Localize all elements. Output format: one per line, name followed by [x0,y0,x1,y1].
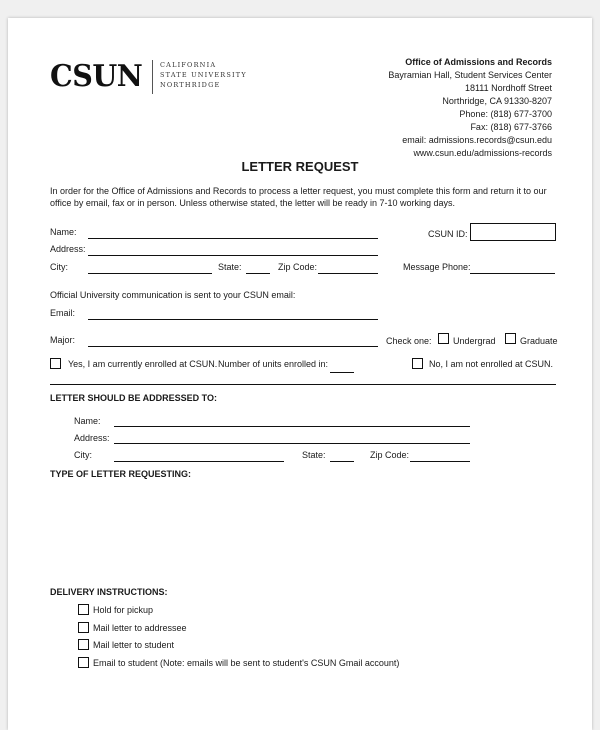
zip-field[interactable] [318,273,378,274]
enrolled-yes-checkbox[interactable] [50,358,61,369]
city-field[interactable] [88,273,212,274]
form-page [8,18,592,730]
enrolled-yes-label: Yes, I am currently enrolled at CSUN. [68,359,218,369]
office-building: Bayramian Hall, Student Services Center [388,70,552,80]
undergrad-label: Undergrad [453,336,496,346]
email-field[interactable] [88,319,378,320]
logo-line-northridge: NORTHRIDGE [160,81,221,89]
email-to-student-checkbox[interactable] [78,657,89,668]
mail-to-addressee-checkbox[interactable] [78,622,89,633]
office-city: Northridge, CA 91330-8207 [442,96,552,106]
email-to-student-label: Email to student (Note: emails will be sent to student's CSUN Gmail account) [93,658,400,668]
units-enrolled-label: Number of units enrolled in: [218,359,329,369]
email-label: Email: [50,308,76,318]
logo-line-california: CALIFORNIA [160,61,217,69]
addressee-city-label: City: [74,450,92,460]
enrolled-no-checkbox[interactable] [412,358,423,369]
office-email: email: admissions.records@csun.edu [402,135,552,145]
intro-line-1: In order for the Office of Admissions and Records to process a letter request, you must complete this form and return it to our [50,186,547,196]
addressee-name-label: Name: [74,416,101,426]
logo-line-state-university: STATE UNIVERSITY [160,71,247,79]
hold-for-pickup-label: Hold for pickup [93,605,154,615]
mail-to-addressee-label: Mail letter to addressee [93,623,187,633]
type-of-letter-heading: TYPE OF LETTER REQUESTING: [50,469,192,479]
state-field[interactable] [246,273,270,274]
csun-id-label: CSUN ID: [428,229,468,239]
address-label: Address: [50,244,86,254]
addressee-zip-label: Zip Code: [370,450,410,460]
enrolled-no-label: No, I am not enrolled at CSUN. [429,359,554,369]
office-name: Office of Admissions and Records [405,57,552,67]
graduate-checkbox[interactable] [505,333,516,344]
zip-label: Zip Code: [278,262,318,272]
office-phone: Phone: (818) 677-3700 [459,109,552,119]
major-field[interactable] [88,346,378,347]
message-phone-field[interactable] [470,273,555,274]
mail-to-student-label: Mail letter to student [93,640,175,650]
addressee-state-label: State: [302,450,326,460]
name-label: Name: [50,227,77,237]
mail-to-student-checkbox[interactable] [78,639,89,650]
graduate-label: Graduate [520,336,558,346]
address-field[interactable] [88,255,378,256]
hold-for-pickup-checkbox[interactable] [78,604,89,615]
major-label: Major: [50,335,76,345]
addressee-state-field[interactable] [330,461,354,462]
addressee-address-field[interactable] [114,443,470,444]
state-label: State: [218,262,242,272]
message-phone-label: Message Phone: [403,262,471,272]
units-enrolled-field[interactable] [330,372,354,373]
page-title: LETTER REQUEST [241,159,359,174]
name-field[interactable] [88,238,378,239]
addressee-address-label: Address: [74,433,110,443]
office-street: 18111 Nordhoff Street [464,83,552,93]
intro-line-2: office by email, fax or in person. Unless otherwise stated, the letter will be ready in 7-10 working days. [50,198,456,208]
addressee-zip-field[interactable] [410,461,470,462]
addressee-heading: LETTER SHOULD BE ADDRESSED TO: [50,393,218,403]
addressee-city-field[interactable] [114,461,284,462]
delivery-heading: DELIVERY INSTRUCTIONS: [50,587,168,597]
csun-id-input[interactable] [470,223,556,241]
city-label: City: [50,262,68,272]
csun-logo: CSUN [50,59,143,94]
office-fax: Fax: (818) 677-3766 [470,122,552,132]
official-communication-note: Official University communication is sent to your CSUN email: [50,290,296,300]
check-one-label: Check one: [386,336,432,346]
logo-divider [152,60,153,94]
section-divider [50,384,556,385]
undergrad-checkbox[interactable] [438,333,449,344]
addressee-name-field[interactable] [114,426,470,427]
office-web: www.csun.edu/admissions-records [413,148,552,158]
